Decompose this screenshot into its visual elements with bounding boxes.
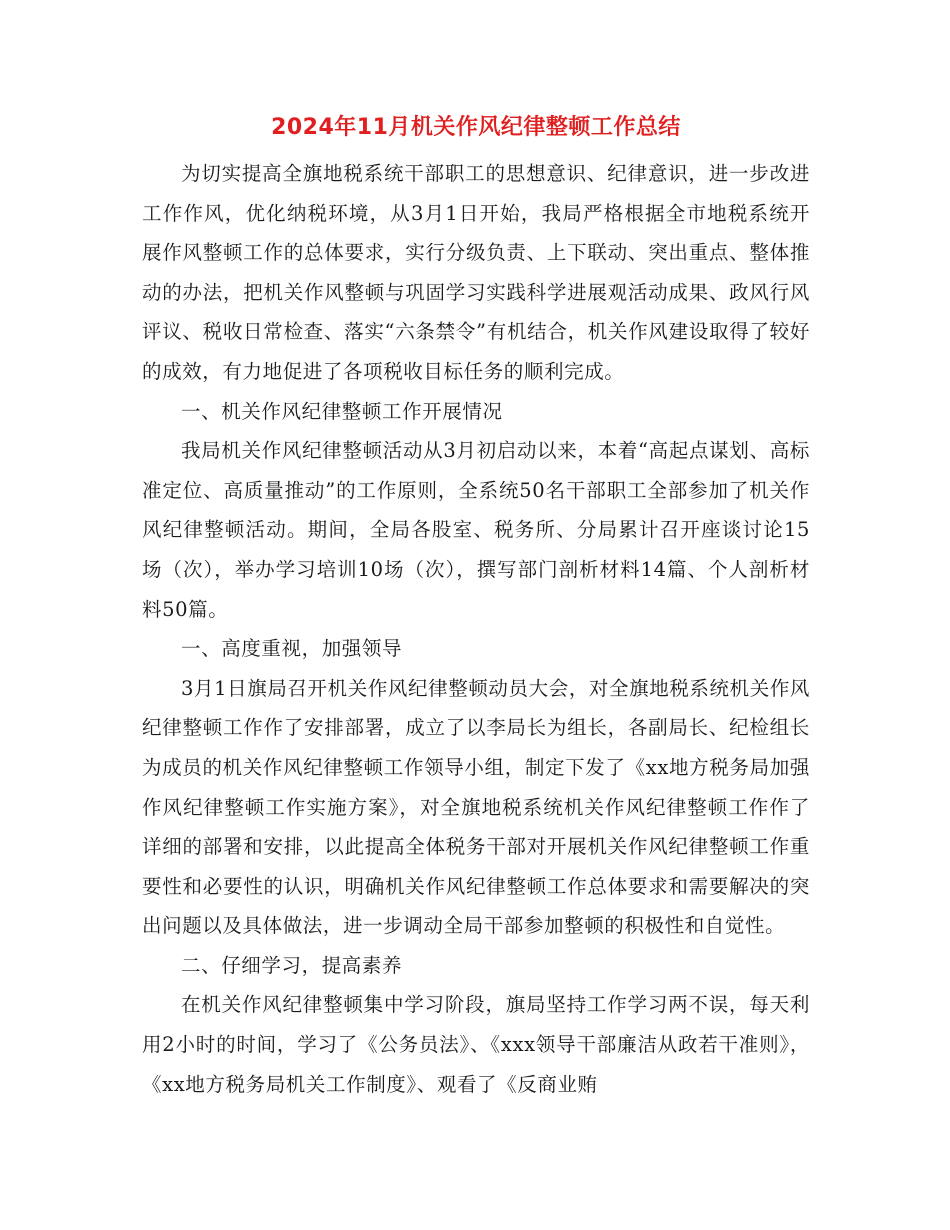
section-paragraph-1: 我局机关作风纪律整顿活动从3月初启动以来，本着“高起点谋划、高标准定位、高质量推动”的工作原则，全系统50名干部职工全部参加了机关作风纪律整顿活动。期间，全局各股室、税务所、分局累计召开座谈讨论15场（次），举办学习培训10场（次），撰写部门剖析材料14篇、个人剖析材料50篇。: [142, 439, 810, 621]
subsection-heading-1: 一、高度重视，加强领导: [181, 637, 403, 661]
subsection-paragraph-1: 3月1日旗局召开机关作风纪律整顿动员大会，对全旗地税系统机关作风纪律整顿工作作了安排部署，成立了以李局长为组长，各副局长、纪检组长为成员的机关作风纪律整顿工作领导小组，制定下发了《xx地方税务局加强作风纪律整顿工作实施方案》，对全旗地税系统机关作风纪律整顿工作作了详细的部署和安排，以此提高全体税务干部对开展机关作风纪律整顿工作重要性和必要性的认识，明确机关作风纪律整顿工作总体要求和需要解决的突出问题以及具体做法，进一步调动全局干部参加整顿的积极性和自觉性。: [142, 676, 811, 938]
section-heading-1: 一、机关作风纪律整顿工作开展情况: [181, 399, 503, 423]
intro-paragraph: 为切实提高全旗地税系统干部职工的思想意识、纪律意识，进一步改进工作作风，优化纳税环境，从3月1日开始，我局严格根据全市地税系统开展作风整顿工作的总体要求，实行分级负责、上下联动、突出重点、整体推动的办法，把机关作风整顿与巩固学习实践科学进展观活动成果、政风行风评议、税收日常检查、落实“六条禁令”有机结合，机关作风建设取得了较好的成效，有力地促进了各项税收目标任务的顺利完成。: [142, 162, 810, 383]
document-page: [142, 108, 810, 1104]
document-title: 2024年11月机关作风纪律整顿工作总结: [271, 115, 681, 140]
subsection-heading-2: 二、仔细学习，提高素养: [181, 953, 403, 977]
subsection-paragraph-2: 在机关作风纪律整顿集中学习阶段，旗局坚持工作学习两不误，每天利用2小时的时间，学习了《公务员法》、《xxx领导干部廉洁从政若干准则》，《xx地方税务局机关工作制度》、观看了《反商业贿: [142, 993, 810, 1096]
